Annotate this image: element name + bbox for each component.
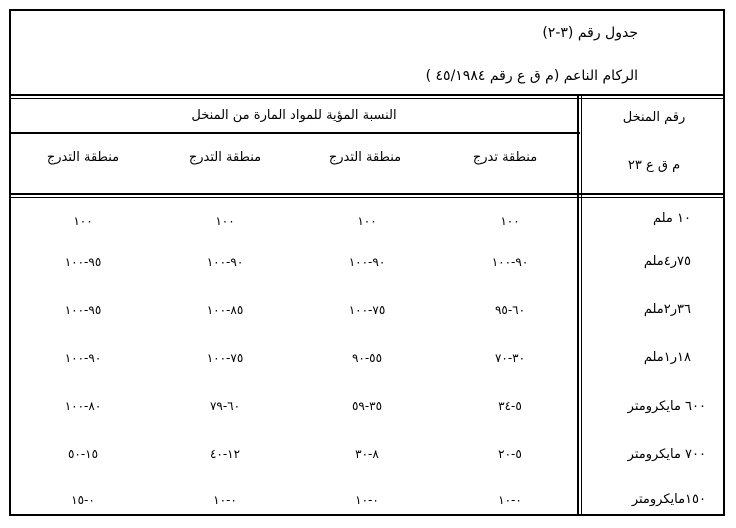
table-number: جدول رقم (٣-٢)	[542, 25, 638, 41]
zone4-value: ٩٥-١٠٠	[64, 255, 102, 269]
material-title: الركام الناعم (م ق ع رقم ٤٥/١٩٨٤ )	[425, 68, 638, 84]
sieve-size: ١٥٠مايكرومتر	[631, 492, 706, 507]
caption-divider	[10, 94, 724, 96]
header-divider-2	[10, 197, 724, 198]
zone2-value: ٩٠-١٠٠	[348, 255, 386, 269]
zone3-value: ٠-١٠	[213, 493, 237, 507]
caption-divider-2	[10, 98, 724, 99]
header-divider	[10, 193, 724, 195]
zone2-value: ١٠٠	[357, 214, 377, 228]
zone4-value: ٨٠-١٠٠	[64, 399, 102, 413]
zone-header: منطقة التدرج	[46, 150, 120, 165]
sieve-size: ٦٠٠ مايكرومتر	[627, 399, 706, 414]
zone1-value: ٦٠-٩٥	[494, 303, 526, 317]
zone1-value: ١٠٠	[500, 214, 520, 228]
zone3-value: ٩٠-١٠٠	[206, 255, 244, 269]
zone1-value: ٥-٣٤	[498, 399, 522, 413]
zone3-value: ٦٠-٧٩	[209, 399, 241, 413]
zone4-value: ٩٥-١٠٠	[64, 303, 102, 317]
zone1-value: ٩٠-١٠٠	[491, 255, 529, 269]
zone2-value: ٥٥-٩٠	[351, 351, 383, 365]
zone2-value: ٨-٣٠	[355, 447, 379, 461]
zone3-value: ١٢-٤٠	[209, 447, 241, 461]
zone1-value: ٠-١٠	[498, 493, 522, 507]
sieve-column-divider-2	[581, 96, 582, 516]
zone2-value: ٠-١٠	[355, 493, 379, 507]
zone2-value: ٧٥-١٠٠	[348, 303, 386, 317]
sieve-size: ٧٠٠ مايكرومتر	[627, 447, 706, 462]
zone-header: منطقة التدرج	[188, 150, 262, 165]
zone3-value: ٧٥-١٠٠	[206, 351, 244, 365]
zone4-value: ١٥-٥٠	[67, 447, 99, 461]
sieve-size: ١٨ر١ملم	[643, 350, 691, 365]
zone1-value: ٣٠-٧٠	[494, 351, 526, 365]
sieve-size: ٣٦ر٢ملم	[643, 302, 691, 317]
sieve-spec-header: م ق ع ٢٣	[627, 158, 681, 173]
zone1-value: ٥-٢٠	[498, 447, 522, 461]
zone4-value: ٩٠-١٠٠	[64, 351, 102, 365]
header-sub-divider	[10, 132, 580, 134]
zone3-value: ١٠٠	[215, 214, 235, 228]
zone4-value: ٠-١٥	[71, 493, 95, 507]
zone-header: منطقة التدرج	[328, 150, 402, 165]
sieve-number-header: رقم المنخل	[622, 110, 686, 125]
zone-header: منطقة تدرج	[472, 150, 538, 165]
sieve-column-divider	[577, 96, 579, 516]
zone2-value: ٣٥-٥٩	[351, 399, 383, 413]
zone3-value: ٨٥-١٠٠	[206, 303, 244, 317]
zone4-value: ١٠٠	[73, 214, 93, 228]
sieve-size: ١٠ ملم	[652, 211, 691, 226]
sieve-size: ٧٥ر٤ملم	[643, 254, 691, 269]
percent-passing-header: النسبة المؤية للمواد المارة من المنخل	[191, 108, 397, 123]
